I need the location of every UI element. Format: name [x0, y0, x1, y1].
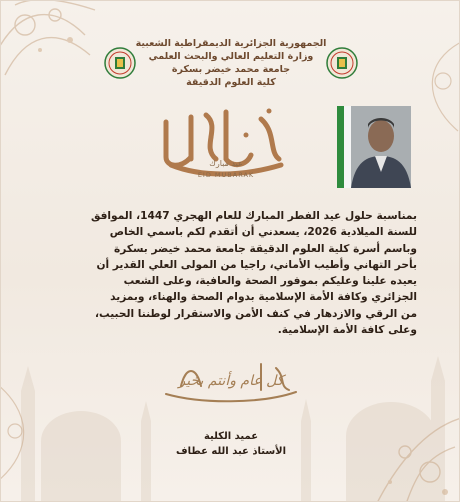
message-line: وعلى كافة الأمة الإسلامية.: [277, 324, 417, 337]
corner-swirl-ornament: [345, 397, 460, 502]
corner-swirl-ornament: [0, 371, 53, 491]
corner-swirl-ornament: [403, 31, 460, 151]
message-line: وباسم أسرة كلية العلوم الدقيقة جامعة محمد خيضر بسكرة: [114, 242, 417, 255]
message-line: من الرقي والازدهار في كنف الأمن والاستقرار لوطننا الحبيب،: [94, 307, 417, 320]
eid-mubarak-arabic-subtitle: عيد مبارك: [209, 159, 243, 168]
closing-wish-text: كل عام وأنتم بخير: [178, 373, 284, 389]
message-line: للسنة الميلادية 2026، يسعدني أن أتقدم لكم باسمي الخاص: [109, 226, 417, 239]
signature-title: عميد الكلية: [203, 431, 259, 442]
ministry-name: وزارة التعليم العالي والبحث العلمي: [148, 51, 314, 62]
eid-mubarak-english-subtitle: EID MUBARAK: [197, 171, 255, 179]
message-line: بمناسبة حلول عيد الفطر المبارك للعام الهجري 1447، الموافق: [90, 210, 417, 222]
dean-signature: [131, 429, 331, 459]
institution-header: [101, 37, 361, 89]
message-line: الجزائري وكافة الأمة الإسلامية بدوام الصحة والهناء، وبمزيد: [110, 291, 417, 304]
university-name: جامعة محمد خيضر بسكرة: [171, 64, 291, 75]
eid-mubarak-calligraphy: [151, 97, 291, 197]
message-line: بأحر التهاني وأطيب الأماني، راجيا من المولى العلي القدير أن: [96, 258, 417, 271]
portrait-silhouette: [337, 106, 411, 188]
faculty-name: كلية العلوم الدقيقة: [186, 77, 276, 88]
republic-name: الجمهورية الجزائرية الديمقراطية الشعبية: [135, 38, 327, 49]
dean-photo: [337, 106, 411, 188]
signature-name: الأستاذ عبد الله عطاف: [175, 446, 287, 457]
message-line: يعيده علينا وعليكم بموفور الصحة والعافية، وعلى الشعب: [123, 275, 417, 288]
corner-swirl-ornament: [0, 0, 105, 85]
greeting-message: [47, 208, 417, 338]
